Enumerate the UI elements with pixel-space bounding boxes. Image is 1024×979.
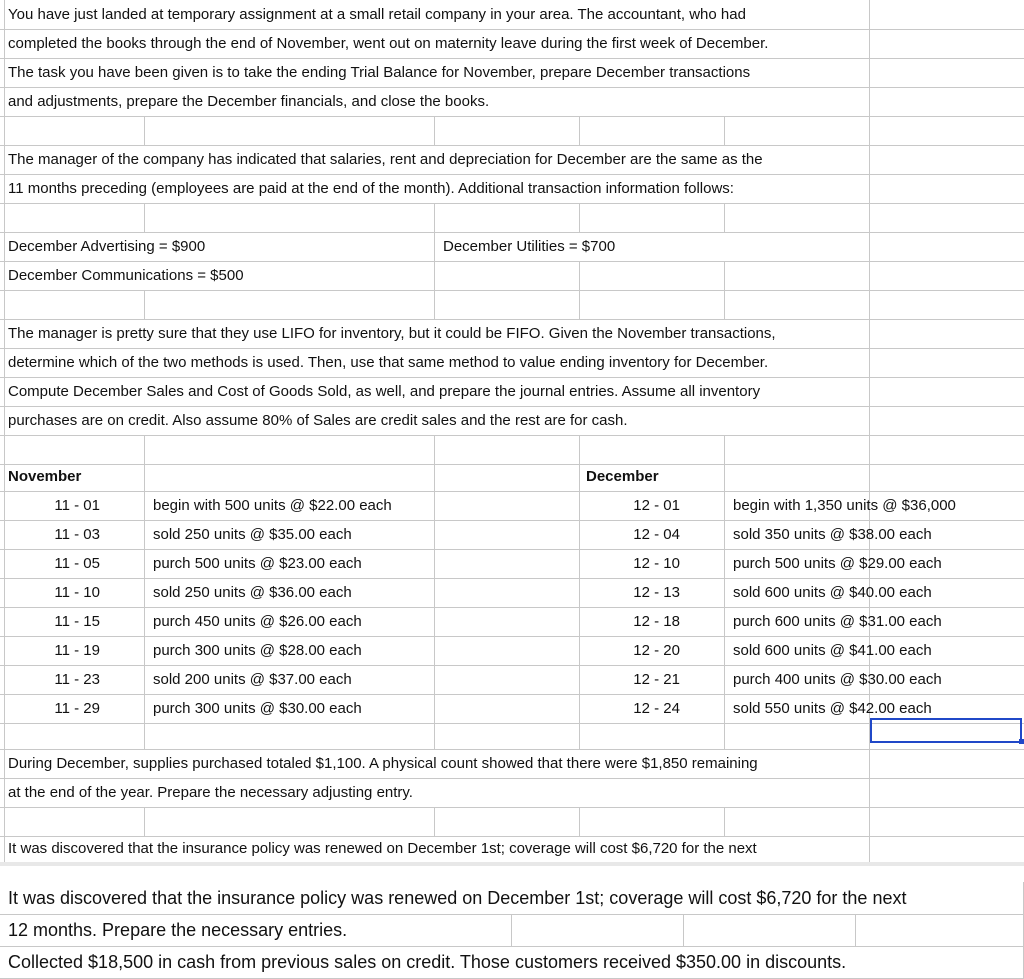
dec-desc: begin with 1,350 units @ $36,000 xyxy=(733,497,956,514)
sheet-row xyxy=(0,882,1024,915)
sheet-cell[interactable] xyxy=(435,549,580,578)
intro-line-1: You have just landed at temporary assignment at a small retail company in your area. The accountant, who had xyxy=(8,6,746,23)
sheet-cell[interactable] xyxy=(435,636,580,665)
nov-date: 11 - 29 xyxy=(54,700,100,717)
sheet-cell[interactable] xyxy=(725,549,942,578)
inventory-note-line-2: determine which of the two methods is used. Then, use that same method to value ending inventory for December. xyxy=(8,354,769,371)
sheet-row-empty xyxy=(0,116,1024,146)
sheet-cell[interactable] xyxy=(145,720,435,749)
sheet-cell[interactable] xyxy=(0,435,145,464)
nov-desc: sold 250 units @ $35.00 each xyxy=(153,526,352,543)
sheet-cell[interactable] xyxy=(145,694,435,723)
sheet-cell[interactable] xyxy=(145,290,435,319)
sheet-cell[interactable] xyxy=(145,549,435,578)
nov-date: 11 - 03 xyxy=(54,526,100,543)
dec-desc: sold 600 units @ $40.00 each xyxy=(733,584,932,601)
intro-line-2: completed the books through the end of November, went out on maternity leave during the first week of December. xyxy=(8,35,769,52)
sheet-cell[interactable] xyxy=(435,520,580,549)
sheet-cell[interactable] xyxy=(145,491,435,520)
utilities-expense: December Utilities = $700 xyxy=(443,238,616,255)
sheet-row xyxy=(0,946,1024,979)
sheet-cell[interactable] xyxy=(145,520,435,549)
sheet-row xyxy=(0,377,1024,407)
sheet-cell[interactable] xyxy=(0,914,512,946)
sheet-cell[interactable] xyxy=(145,636,435,665)
sheet-cell[interactable] xyxy=(145,607,435,636)
sheet-row xyxy=(0,261,1024,291)
dec-date: 12 - 18 xyxy=(633,613,680,630)
sheet-cell[interactable] xyxy=(580,720,725,749)
dec-date: 12 - 24 xyxy=(633,700,680,717)
sheet-cell[interactable] xyxy=(580,694,725,723)
sheet-row-empty xyxy=(0,435,1024,465)
dec-desc: purch 500 units @ $29.00 each xyxy=(733,555,942,572)
sheet-cell[interactable] xyxy=(725,807,870,836)
sheet-cell[interactable] xyxy=(580,261,725,290)
sheet-cell[interactable] xyxy=(856,914,1024,946)
sheet-cell[interactable] xyxy=(0,29,870,58)
sheet-cell[interactable] xyxy=(725,694,932,723)
sheet-cell[interactable] xyxy=(435,435,580,464)
sheet-cell[interactable] xyxy=(435,232,870,261)
sheet-cell[interactable] xyxy=(580,665,725,694)
sheet-row xyxy=(0,58,1024,88)
sheet-cell[interactable] xyxy=(725,462,870,491)
sheet-cell[interactable] xyxy=(0,578,145,607)
sheet-cell[interactable] xyxy=(435,203,580,232)
sheet-row xyxy=(0,749,1024,779)
sheet-cell[interactable] xyxy=(435,607,580,636)
transaction-row xyxy=(0,636,1024,666)
sheet-cell[interactable] xyxy=(580,807,725,836)
sheet-cell[interactable] xyxy=(145,435,435,464)
sheet-cell[interactable] xyxy=(725,491,956,520)
sheet-cell[interactable] xyxy=(0,261,435,290)
sheet-cell[interactable] xyxy=(725,203,870,232)
sheet-cell[interactable] xyxy=(725,607,942,636)
sheet-cell[interactable] xyxy=(580,290,725,319)
sheet-row xyxy=(0,914,1024,947)
selected-cell[interactable] xyxy=(870,718,1022,743)
sheet-row-empty xyxy=(0,203,1024,233)
sheet-cell[interactable] xyxy=(0,607,145,636)
intro-line-4: and adjustments, prepare the December financials, and close the books. xyxy=(8,93,490,110)
manager-note-line-1: The manager of the company has indicated that salaries, rent and depreciation for December are the same as the xyxy=(8,151,763,168)
sheet-row xyxy=(0,778,1024,808)
sheet-row xyxy=(0,29,1024,59)
sheet-cell[interactable] xyxy=(0,116,145,145)
december-header: December xyxy=(586,468,659,485)
zoomed-collection-line: Collected $18,500 in cash from previous sales on credit. Those customers received $350.00 in discounts. xyxy=(8,952,847,972)
dec-date: 12 - 01 xyxy=(633,497,680,514)
sheet-cell[interactable] xyxy=(0,665,145,694)
insurance-note-partial: It was discovered that the insurance policy was renewed on December 1st; coverage will cost $6,720 for the next xyxy=(8,840,757,857)
sheet-cell[interactable] xyxy=(580,491,725,520)
dec-date: 12 - 20 xyxy=(633,642,680,659)
sheet-cell[interactable] xyxy=(725,636,932,665)
sheet-cell[interactable] xyxy=(435,491,580,520)
nov-desc: purch 300 units @ $30.00 each xyxy=(153,700,362,717)
sheet-cell[interactable] xyxy=(0,549,145,578)
sheet-cell[interactable] xyxy=(435,116,580,145)
sheet-cell[interactable] xyxy=(0,491,145,520)
sheet-cell[interactable] xyxy=(435,665,580,694)
sheet-cell[interactable] xyxy=(0,636,145,665)
november-header: November xyxy=(8,468,82,485)
intro-line-3: The task you have been given is to take the ending Trial Balance for November, prepare December transactions xyxy=(8,64,751,81)
sheet-row xyxy=(0,145,1024,175)
sheet-cell[interactable] xyxy=(145,578,435,607)
sheet-cell[interactable] xyxy=(145,665,435,694)
sheet-cell[interactable] xyxy=(145,462,435,491)
communications-expense: December Communications = $500 xyxy=(8,267,244,284)
sheet-cell[interactable] xyxy=(0,348,870,377)
sheet-cell[interactable] xyxy=(145,203,435,232)
sheet-cell[interactable] xyxy=(684,914,856,946)
nov-date: 11 - 15 xyxy=(54,613,100,630)
sheet-cell[interactable] xyxy=(580,636,725,665)
nov-desc: sold 250 units @ $36.00 each xyxy=(153,584,352,601)
sheet-row xyxy=(0,232,1024,262)
sheet-cell[interactable] xyxy=(725,261,870,290)
sheet-cell[interactable] xyxy=(725,290,870,319)
inventory-note-line-3: Compute December Sales and Cost of Goods Sold, as well, and prepare the journal entries. Assume all inventory xyxy=(8,383,761,400)
sheet-cell[interactable] xyxy=(0,377,870,406)
sheet-cell[interactable] xyxy=(580,520,725,549)
fill-handle[interactable] xyxy=(1019,739,1024,744)
dec-date: 12 - 13 xyxy=(633,584,680,601)
sheet-cell[interactable] xyxy=(725,578,932,607)
sheet-cell[interactable] xyxy=(0,145,870,174)
inventory-note-line-4: purchases are on credit. Also assume 80% of Sales are credit sales and the rest are for cash. xyxy=(8,412,628,429)
nov-desc: sold 200 units @ $37.00 each xyxy=(153,671,352,688)
transaction-row xyxy=(0,491,1024,521)
inventory-note-line-1: The manager is pretty sure that they use LIFO for inventory, but it could be FIFO. Given the November transactions, xyxy=(8,325,776,342)
sheet-cell[interactable] xyxy=(725,665,942,694)
sheet-cell[interactable] xyxy=(580,578,725,607)
sheet-cell[interactable] xyxy=(0,290,145,319)
sheet-cell[interactable] xyxy=(145,807,435,836)
nov-date: 11 - 23 xyxy=(54,671,100,688)
supplies-note-line-2: at the end of the year. Prepare the necessary adjusting entry. xyxy=(8,784,413,801)
sheet-cell[interactable] xyxy=(435,261,580,290)
sheet-cell[interactable] xyxy=(435,807,580,836)
nov-desc: purch 300 units @ $28.00 each xyxy=(153,642,362,659)
dec-desc: purch 400 units @ $30.00 each xyxy=(733,671,942,688)
transaction-row xyxy=(0,520,1024,550)
sheet-cell[interactable] xyxy=(725,720,870,749)
sheet-cell[interactable] xyxy=(0,778,870,807)
transaction-row xyxy=(0,607,1024,637)
sheet-cell[interactable] xyxy=(0,58,870,87)
sheet-cell[interactable] xyxy=(0,520,145,549)
sheet-row xyxy=(0,834,1024,864)
sheet-cell[interactable] xyxy=(580,203,725,232)
nov-date: 11 - 10 xyxy=(54,584,100,601)
sheet-cell[interactable] xyxy=(0,882,1024,914)
sheet-cell[interactable] xyxy=(580,435,725,464)
sheet-cell[interactable] xyxy=(0,87,870,116)
nov-desc: purch 450 units @ $26.00 each xyxy=(153,613,362,630)
transaction-row xyxy=(0,665,1024,695)
nov-desc: begin with 500 units @ $22.00 each xyxy=(153,497,392,514)
nov-date: 11 - 19 xyxy=(54,642,100,659)
month-header-row xyxy=(0,462,1024,492)
sheet-cell[interactable] xyxy=(580,549,725,578)
sheet-cell[interactable] xyxy=(725,116,870,145)
spreadsheet-zoomed xyxy=(0,862,1024,978)
zoomed-insurance-line-2: 12 months. Prepare the necessary entries. xyxy=(8,920,348,940)
sheet-cell[interactable] xyxy=(0,807,145,836)
sheet-cell[interactable] xyxy=(580,607,725,636)
sheet-cell[interactable] xyxy=(145,116,435,145)
sheet-cell[interactable] xyxy=(0,406,870,435)
sheet-cell[interactable] xyxy=(725,435,870,464)
sheet-cell[interactable] xyxy=(435,290,580,319)
nov-desc: purch 500 units @ $23.00 each xyxy=(153,555,362,572)
nov-date: 11 - 01 xyxy=(54,497,100,514)
sheet-cell[interactable] xyxy=(0,203,145,232)
dec-date: 12 - 21 xyxy=(633,671,680,688)
sheet-cell[interactable] xyxy=(435,694,580,723)
sheet-row xyxy=(0,174,1024,204)
dec-desc: purch 600 units @ $31.00 each xyxy=(733,613,942,630)
sheet-cell[interactable] xyxy=(0,174,870,203)
sheet-cell[interactable] xyxy=(580,462,725,491)
advertising-expense: December Advertising = $900 xyxy=(8,238,206,255)
sheet-cell[interactable] xyxy=(0,834,870,863)
dec-date: 12 - 10 xyxy=(633,555,680,572)
dec-date: 12 - 04 xyxy=(633,526,680,543)
dec-desc: sold 350 units @ $38.00 each xyxy=(733,526,932,543)
sheet-row-empty xyxy=(0,290,1024,320)
sheet-row xyxy=(0,348,1024,378)
sheet-cell[interactable] xyxy=(0,319,870,348)
sheet-cell[interactable] xyxy=(512,914,684,946)
dec-desc: sold 550 units @ $42.00 each xyxy=(733,700,932,717)
zoomed-insurance-line: It was discovered that the insurance policy was renewed on December 1st; coverage will cost $6,720 for the next xyxy=(8,888,907,908)
sheet-cell[interactable] xyxy=(0,694,145,723)
sheet-cell[interactable] xyxy=(0,749,870,778)
sheet-row xyxy=(0,0,1024,30)
transaction-row xyxy=(0,549,1024,579)
nov-date: 11 - 05 xyxy=(54,555,100,572)
supplies-note-line-1: During December, supplies purchased totaled $1,100. A physical count showed that there were $1,850 remaining xyxy=(8,755,758,772)
sheet-cell[interactable] xyxy=(0,462,145,491)
sheet-cell[interactable] xyxy=(0,720,145,749)
dec-desc: sold 600 units @ $41.00 each xyxy=(733,642,932,659)
sheet-cell[interactable] xyxy=(725,520,932,549)
sheet-cell[interactable] xyxy=(0,946,1024,978)
sheet-row xyxy=(0,319,1024,349)
sheet-row xyxy=(0,87,1024,117)
manager-note-line-2: 11 months preceding (employees are paid at the end of the month). Additional transaction information follows: xyxy=(8,180,734,197)
sheet-cell[interactable] xyxy=(435,462,580,491)
sheet-cell[interactable] xyxy=(435,720,580,749)
sheet-row-empty xyxy=(0,807,1024,837)
sheet-row xyxy=(0,406,1024,436)
sheet-cell[interactable] xyxy=(580,116,725,145)
sheet-cell[interactable] xyxy=(0,232,435,261)
sheet-cell[interactable] xyxy=(0,0,870,29)
sheet-cell[interactable] xyxy=(435,578,580,607)
transaction-row xyxy=(0,578,1024,608)
